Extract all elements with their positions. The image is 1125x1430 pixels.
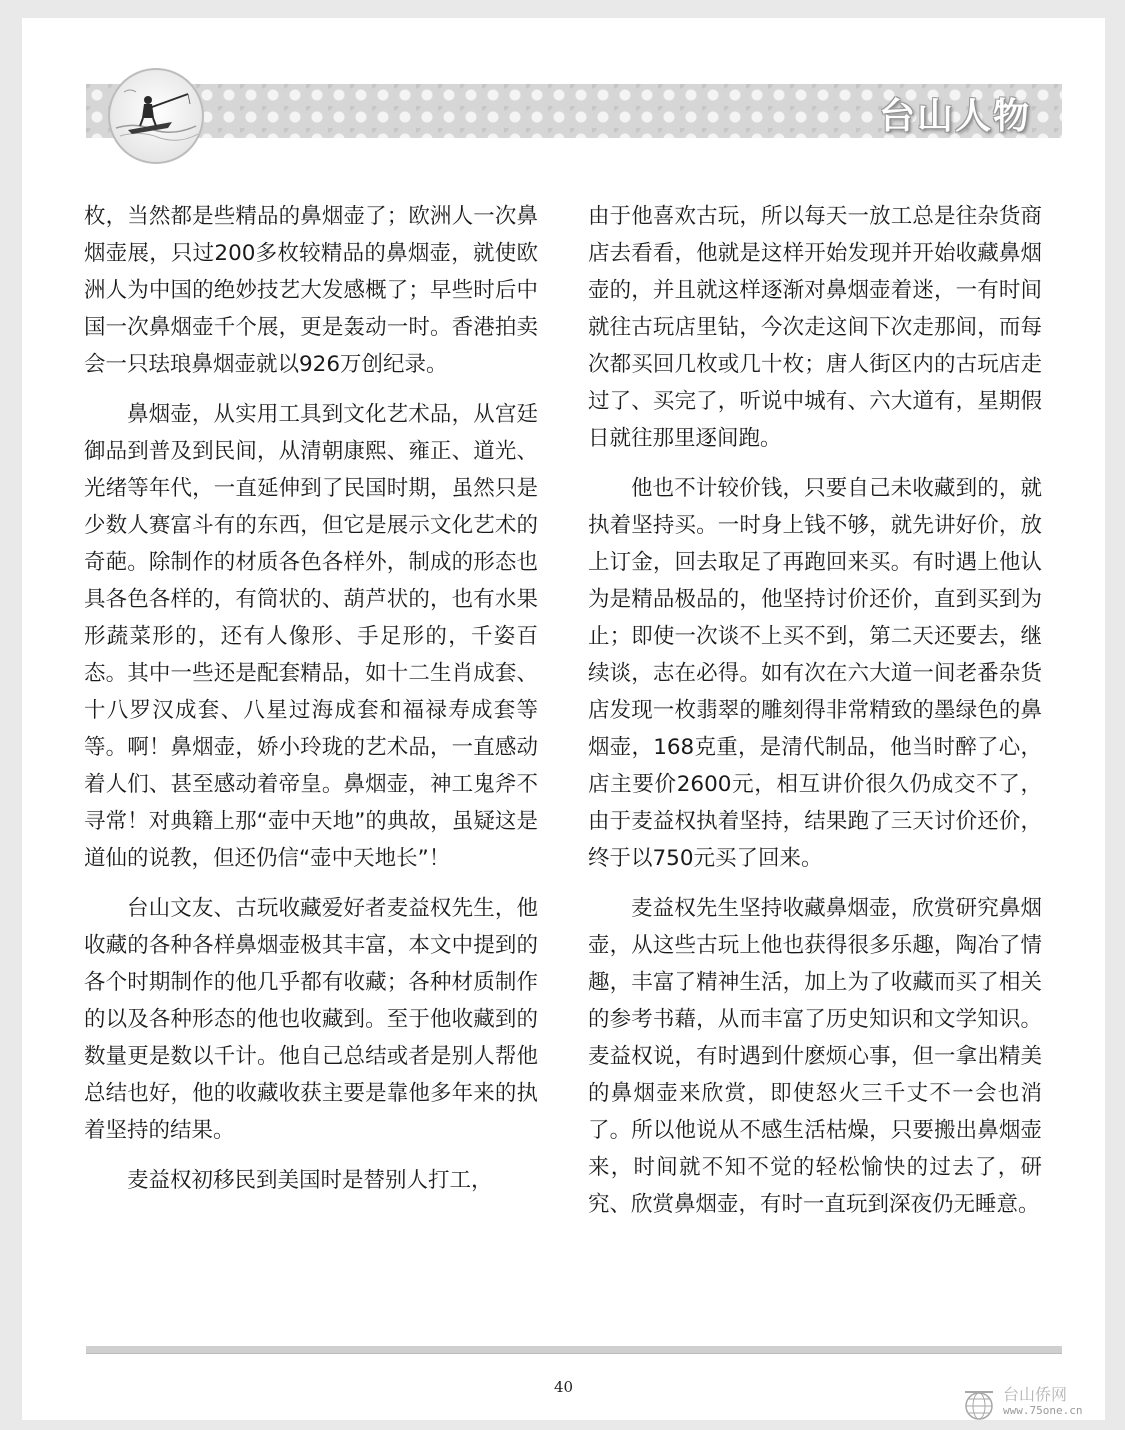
footer-rule <box>86 1346 1062 1354</box>
right-text-column <box>588 198 1042 1236</box>
globe-logo-icon <box>961 1386 997 1422</box>
paragraph: 他也不计较价钱，只要自己未收藏到的，就执着坚持买。一时身上钱不够，就先讲好价，放上订金，回去取足了再跑回来买。有时遇上他认为是精品极品的，他坚持讨价还价，直到买到为止；即使一次谈不上买不到，第二天还要去，继续谈，志在必得。如有次在六大道一间老番杂货店发现一枚翡翠的雕刻得非常精致的墨绿色的鼻烟壶，168克重，是清代制品，他当时醉了心，店主要价2600元，相互讲价很久仍成交不了，由于麦益权执着坚持，结果跑了三天讨价还价，终于以750元买了回来。 <box>588 476 1042 871</box>
paragraph: 鼻烟壶，从实用工具到文化艺术品，从宫廷御品到普及到民间，从清朝康熙、雍正、道光、光绪等年代，一直延伸到了民国时期，虽然只是少数人赛富斗有的东西，但它是展示文化艺术的奇葩。除制作的材质各色各样外，制成的形态也具各色各样的，有筒状的、葫芦状的，也有水果形蔬菜形的，还有人像形、手足形的，千姿百态。其中一些还是配套精品，如十二生肖成套、十八罗汉成套、八星过海成套和福禄寿成套等等。啊！鼻烟壶，娇小玲珑的艺术品，一直感动着人们、甚至感动着帝皇。鼻烟壶，神工鬼斧不寻常！对典籍上那“壶中天地”的典故，虽疑这是道仙的说教，但还仍信“壶中天地长”！ <box>84 402 538 871</box>
left-text-column <box>84 198 538 1212</box>
watermark-url: www.75one.cn <box>1003 1404 1083 1417</box>
page-number: 40 <box>553 1378 574 1396</box>
watermark-site-name: 台山侨网 <box>1003 1385 1068 1404</box>
document-page <box>22 18 1105 1420</box>
fisherman-boat-icon <box>108 68 204 164</box>
paragraph: 枚，当然都是些精品的鼻烟壶了；欧洲人一次鼻烟壶展，只过200多枚较精品的鼻烟壶，就使欧洲人为中国的绝妙技艺大发感概了；早些时后中国一次鼻烟壶千个展，更是轰动一时。香港拍卖会一只珐琅鼻烟壶就以926万创纪录。 <box>84 204 538 377</box>
paragraph: 由于他喜欢古玩，所以每天一放工总是往杂货商店去看看，他就是这样开始发现并开始收藏鼻烟壶的，并且就这样逐渐对鼻烟壶着迷，一有时间就往古玩店里钻，今次走这间下次走那间，而每次都买回几枚或几十枚；唐人街区内的古玩店走过了、买完了，听说中城有、六大道有，星期假日就往那里逐间跑。 <box>588 204 1042 451</box>
paragraph: 麦益权先生坚持收藏鼻烟壶，欣赏研究鼻烟壶，从这些古玩上他也获得很多乐趣，陶冶了情趣，丰富了精神生活，加上为了收藏而买了相关的参考书藉，从而丰富了历史知识和文学知识。麦益权说，有时遇到什麽烦心事，但一拿出精美的鼻烟壶来欣赏，即使怒火三千丈不一会也消了。所以他说从不感生活枯燥，只要搬出鼻烟壶来，时间就不知不觉的轻松愉快的过去了，研究、欣赏鼻烟壶，有时一直玩到深夜仍无睡意。 <box>588 896 1042 1217</box>
section-title: 台山人物 <box>878 96 1031 137</box>
paragraph: 麦益权初移民到美国时是替别人打工， <box>127 1168 493 1193</box>
site-watermark <box>957 1380 1117 1426</box>
paragraph: 台山文友、古玩收藏爱好者麦益权先生，他收藏的各种各样鼻烟壶极其丰富，本文中提到的各个时期制作的他几乎都有收藏；各种材质制作的以及各种形态的他也收藏到。至于他收藏到的数量更是数以千计。他自己总结或者是别人帮他总结也好，他的收藏收获主要是靠他多年来的执着坚持的结果。 <box>84 896 538 1143</box>
